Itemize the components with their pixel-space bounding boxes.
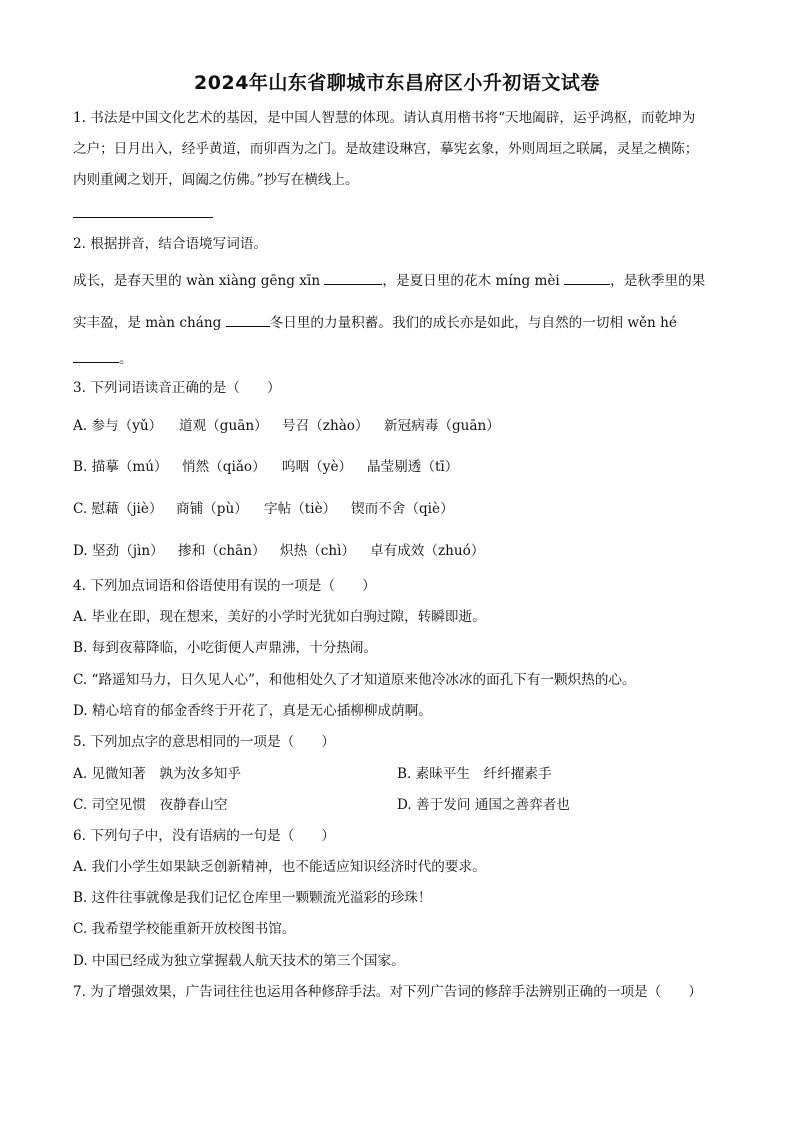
q3-option-b-1: B. 描摹（mú） [73,459,168,475]
q1-line-2: 之户；日月出入，经乎黄道，而卯酉为之门。是故建设琳宫，摹宪玄象，外则周垣之联属，灵星之横陈； [73,141,699,157]
q4-option-c: C. “路遥知马力，日久见人心”，和他相处久了才知道原来他冷冰冰的面孔下有一颗炽热的心。 [73,672,636,688]
q2-text-3: 。 [119,351,133,367]
q3-option-d-3: 炽热（chì） [280,543,356,559]
q2-text-1c: ，是秋季里的果 [610,273,706,289]
q6-stem: 6. 下列句子中，没有语病的一句是（ ） [73,828,335,844]
q6-option-c: C. 我希望学校能重新开放校图书馆。 [73,921,296,937]
q7-stem: 7. 为了增强效果，广告词往往也运用各种修辞手法。对下列广告词的修辞手法辨别正确的一项是（ ） [73,984,703,1000]
q3-option-b-4: 晶莹剔透（tī） [367,459,459,475]
q3-option-a-4: 新冠病毒（guān） [384,418,500,434]
q1-line-1: 1. 书法是中国文化艺术的基因，是中国人智慧的体现。请认真用楷书将“天地阖辟，运乎鸿枢，而乾坤为 [73,110,696,126]
q3-option-a-1: A. 参与（yǔ） [73,418,163,434]
q2-stem: 2. 根据拼音，结合语境写词语。 [73,236,268,252]
q4-option-b: B. 每到夜幕降临，小吃街便人声鼎沸，十分热闹。 [73,640,378,656]
q4-option-d: D. 精心培育的郁金香终于开花了，真是无心插柳柳成荫啊。 [73,703,432,719]
q3-option-c-1: C. 慰藉（jiè） [73,501,163,517]
q4-option-a: A. 毕业在即，现在想来，美好的小学时光犹如白驹过隙，转瞬即逝。 [73,609,486,625]
q3-option-d-2: 掺和（chān） [178,543,266,559]
q3-option-a-3: 号召（zhào） [282,418,369,434]
q3-option-b-2: 悄然（qiǎo） [182,459,266,475]
q2-blank-2[interactable] [564,270,610,285]
q3-option-a-2: 道观（guān） [179,418,268,434]
q2-text-2b: 冬日里的力量积蓄。我们的成长亦是如此，与自然的一切相 wěn hé [269,315,677,331]
q3-option-d-1: D. 坚劲（jìn） [73,543,164,559]
q2-text-2a: 实丰盈，是 màn cháng [73,315,222,331]
q5-option-d: D. 善于发问 通国之善弈者也 [397,797,570,813]
q2-text-1b: ，是夏日里的花木 míng mèi [382,273,560,289]
q3-option-c-2: 商铺（pù） [176,501,248,517]
q5-option-b: B. 素昧平生 纤纤擢素手 [397,766,552,782]
q2-blank-4[interactable] [73,348,119,363]
q5-option-c: C. 司空见惯 夜静春山空 [73,797,228,813]
q2-paragraph-line-2 [73,312,723,333]
q5-option-a: A. 见微知著 孰为汝多知乎 [73,766,241,782]
q3-option-d-4: 卓有成效（zhuó） [370,543,485,559]
page-title: 2024年山东省聊城市东昌府区小升初语文试卷 [194,72,600,94]
q2-text-1a: 成长，是春天里的 wàn xiàng gēng xīn [73,273,321,289]
q2-blank-1[interactable] [324,270,382,285]
q3-option-c-3: 字帖（tiè） [264,501,337,517]
q5-stem: 5. 下列加点字的意思相同的一项是（ ） [73,734,335,750]
q6-option-a: A. 我们小学生如果缺乏创新精神，也不能适应知识经济时代的要求。 [73,859,486,875]
q1-answer-line[interactable] [73,217,213,218]
q3-option-c-4: 锲而不舍（qiè） [351,501,454,517]
q6-option-b: B. 这件往事就像是我们记忆仓库里一颗颗流光溢彩的珍珠！ [73,890,432,906]
q6-option-d: D. 中国已经成为独立掌握载人航天技术的第三个国家。 [73,953,405,969]
q3-option-b-3: 呜咽（yè） [282,459,353,475]
q2-paragraph-line-1 [73,270,723,291]
q3-stem: 3. 下列词语读音正确的是（ ） [73,380,281,396]
q2-paragraph-line-3 [73,348,723,369]
q1-line-3: 内则重阈之划开，阊阖之仿佛。”抄写在横线上。 [73,172,359,188]
q4-stem: 4. 下列加点词语和俗语使用有误的一项是（ ） [73,578,376,594]
q2-blank-3[interactable] [226,312,270,327]
